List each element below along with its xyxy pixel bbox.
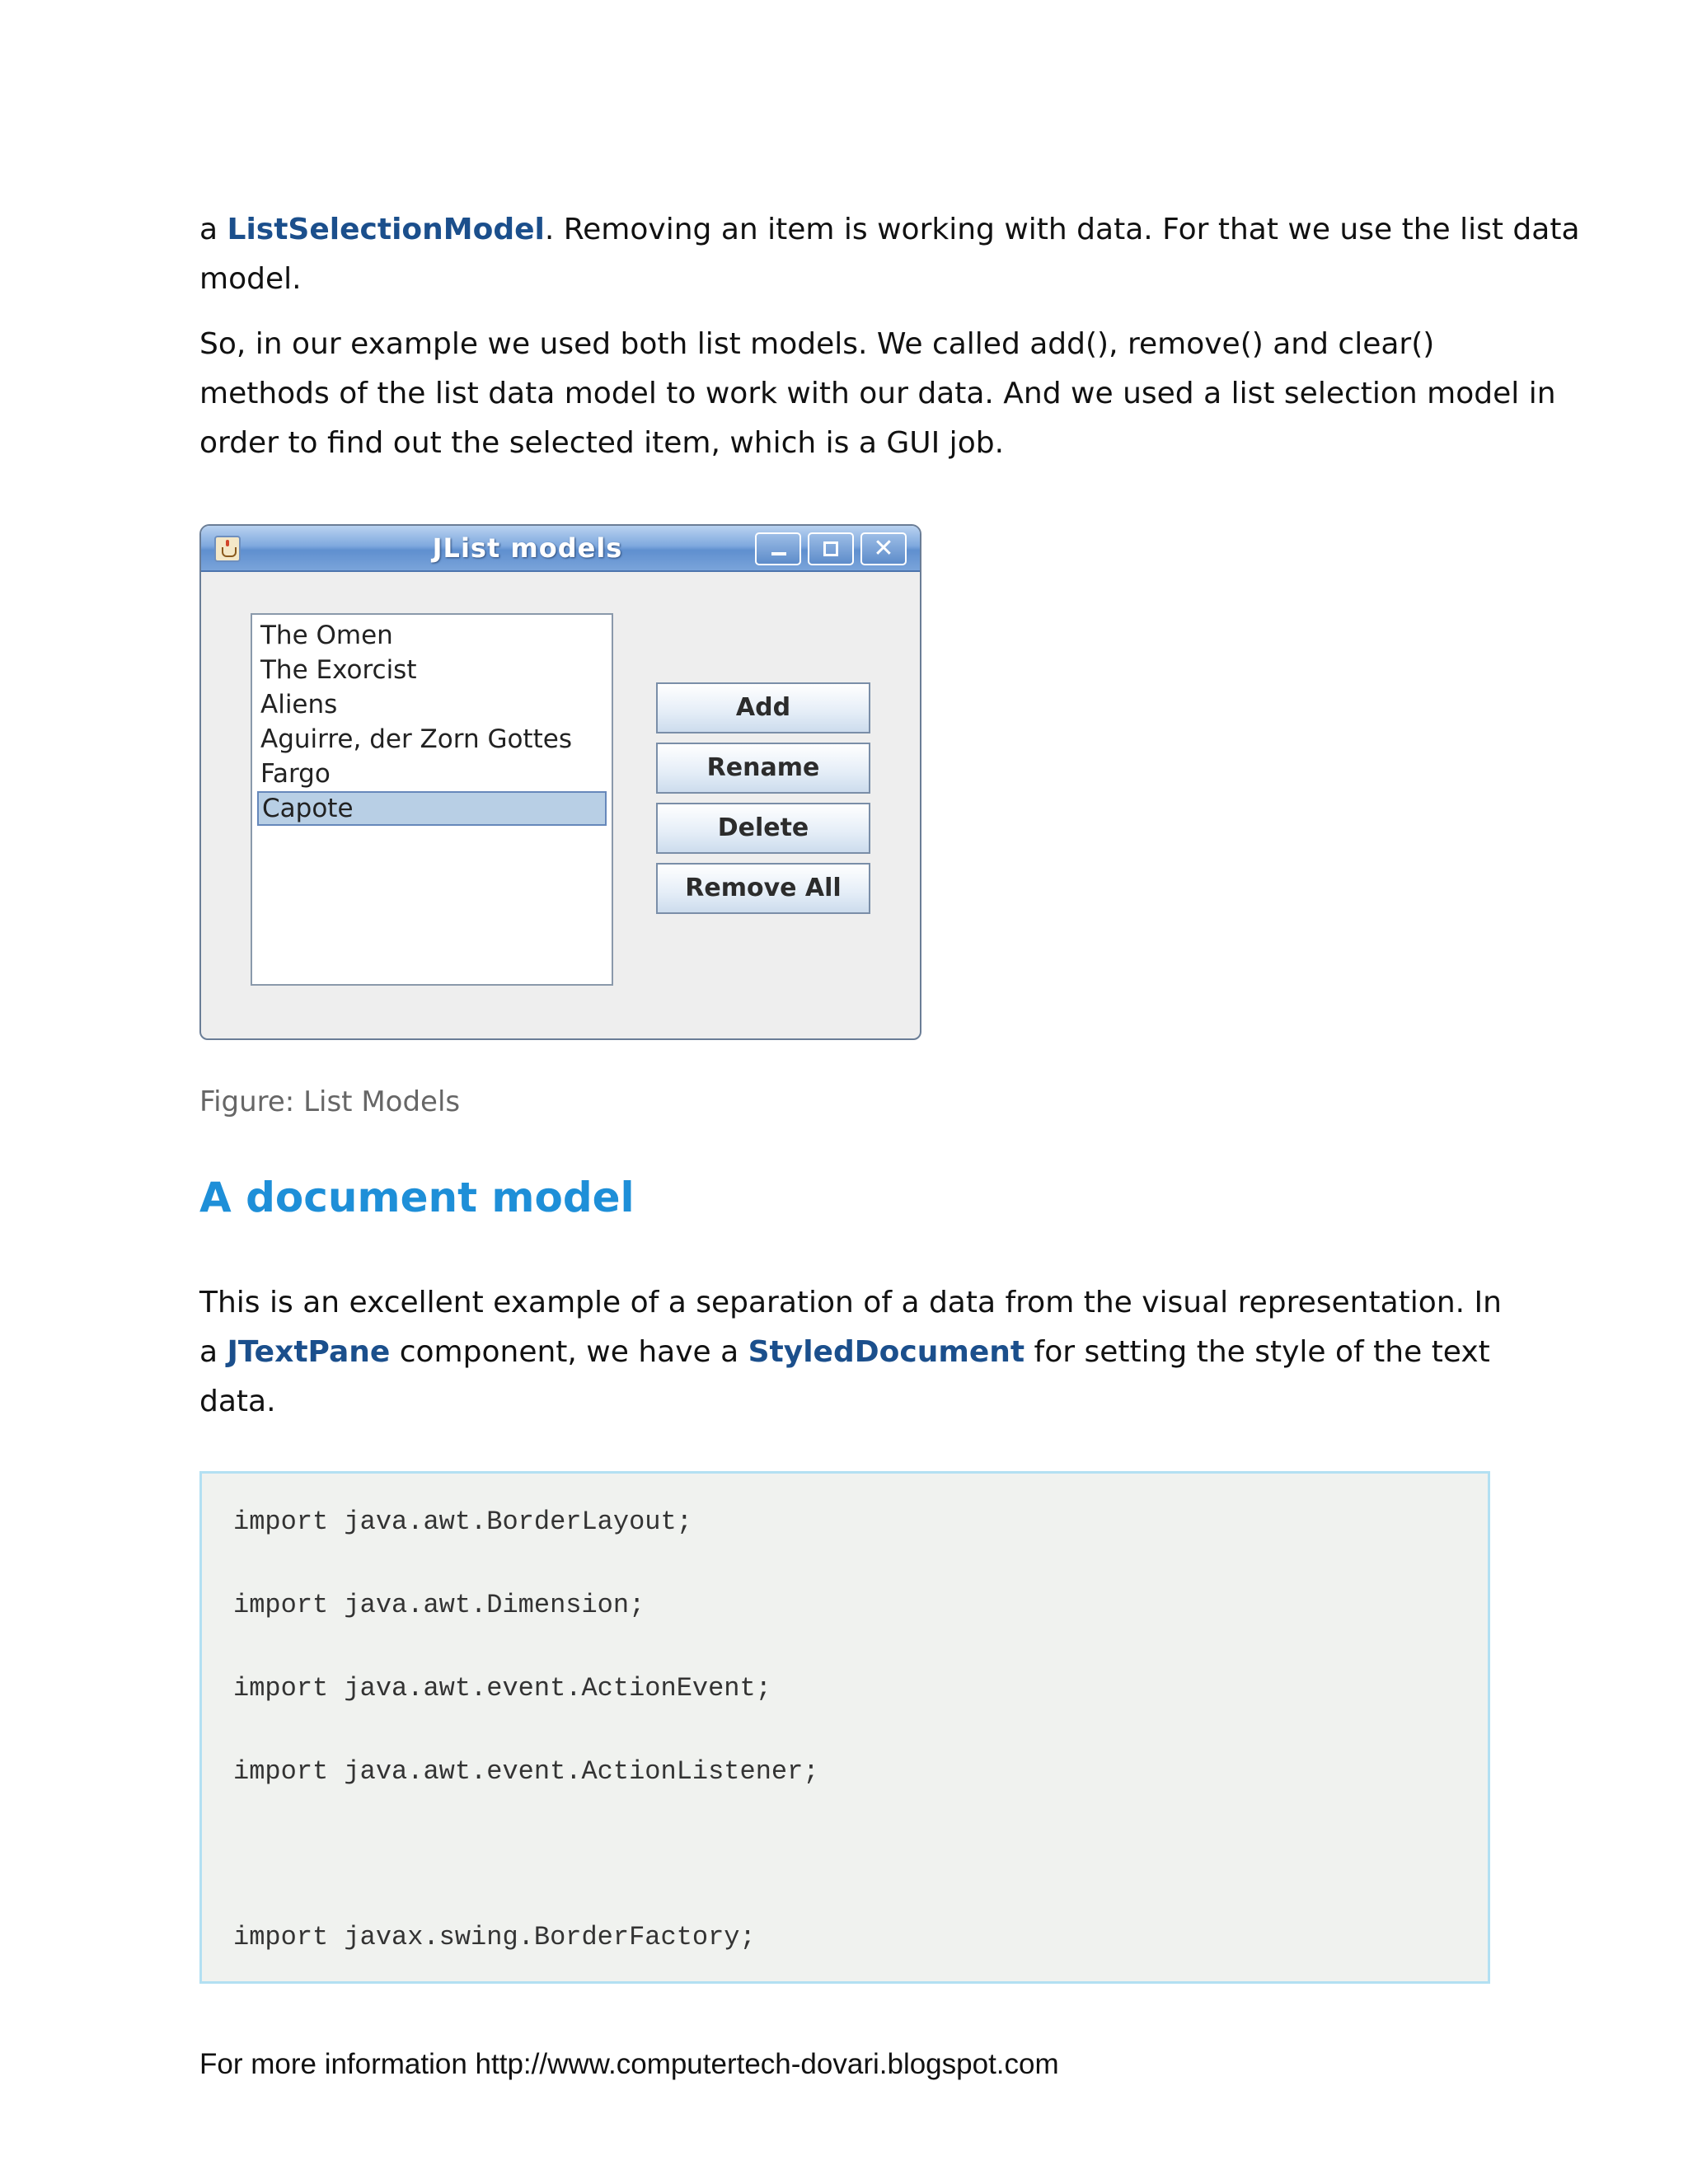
- window-title: JList models: [432, 532, 623, 564]
- styled-document-keyword: StyledDocument: [748, 1335, 1025, 1369]
- document-line-3: data.: [199, 1385, 276, 1418]
- document-line-2: [199, 1328, 1490, 1377]
- list-item-selected[interactable]: Capote: [257, 791, 607, 826]
- minimize-button[interactable]: [755, 532, 801, 565]
- rename-button[interactable]: Rename: [656, 743, 870, 794]
- jlist-models-window: [199, 524, 921, 1040]
- code-block: [199, 1471, 1490, 1984]
- minimize-icon: [771, 552, 786, 555]
- jtextpane-keyword: JTextPane: [227, 1335, 391, 1369]
- close-icon: ✕: [873, 534, 894, 563]
- add-button[interactable]: Add: [656, 682, 870, 733]
- intro-line-2: model.: [199, 262, 302, 296]
- models-line-3: order to find out the selected item, which is a GUI job.: [199, 426, 1005, 460]
- close-button[interactable]: [860, 532, 907, 565]
- footer-text: For more information http://www.computertech-dovari.blogspot.com: [199, 2048, 1059, 2080]
- intro-line-1: [199, 205, 1580, 255]
- list-item[interactable]: The Omen: [260, 621, 393, 650]
- document-text: component, we have a: [390, 1335, 748, 1369]
- window-titlebar[interactable]: [201, 526, 920, 572]
- list-item[interactable]: Aliens: [260, 690, 338, 719]
- models-line-1: So, in our example we used both list models. We called add(), remove() and clear(): [199, 327, 1435, 361]
- document-text: for setting the style of the text: [1025, 1335, 1490, 1369]
- code-line: import java.awt.BorderLayout;: [233, 1507, 692, 1537]
- maximize-button[interactable]: [808, 532, 854, 565]
- code-line: import javax.swing.BorderFactory;: [233, 1922, 756, 1952]
- code-line: import java.awt.Dimension;: [233, 1590, 645, 1620]
- remove-all-button[interactable]: Remove All: [656, 863, 870, 914]
- list-item[interactable]: Fargo: [260, 759, 331, 789]
- section-heading: A document model: [199, 1174, 635, 1221]
- movie-list[interactable]: [251, 613, 613, 986]
- intro-text: . Removing an item is working with data. For that we use the list data: [544, 213, 1580, 246]
- maximize-icon: [823, 541, 838, 556]
- document-line-1: This is an excellent example of a separation of a data from the visual representation. In: [199, 1286, 1502, 1319]
- code-line: import java.awt.event.ActionEvent;: [233, 1673, 771, 1704]
- code-line: import java.awt.event.ActionListener;: [233, 1756, 819, 1787]
- document-text: a: [199, 1335, 227, 1369]
- list-item[interactable]: The Exorcist: [260, 655, 417, 685]
- figure-caption: Figure: List Models: [199, 1085, 461, 1118]
- list-selection-model-keyword: ListSelectionModel: [227, 213, 545, 246]
- delete-button[interactable]: Delete: [656, 803, 870, 854]
- models-line-2: methods of the list data model to work with our data. And we used a list selection model in: [199, 377, 1556, 410]
- list-item[interactable]: Aguirre, der Zorn Gottes: [260, 724, 572, 754]
- intro-text: a: [199, 213, 227, 246]
